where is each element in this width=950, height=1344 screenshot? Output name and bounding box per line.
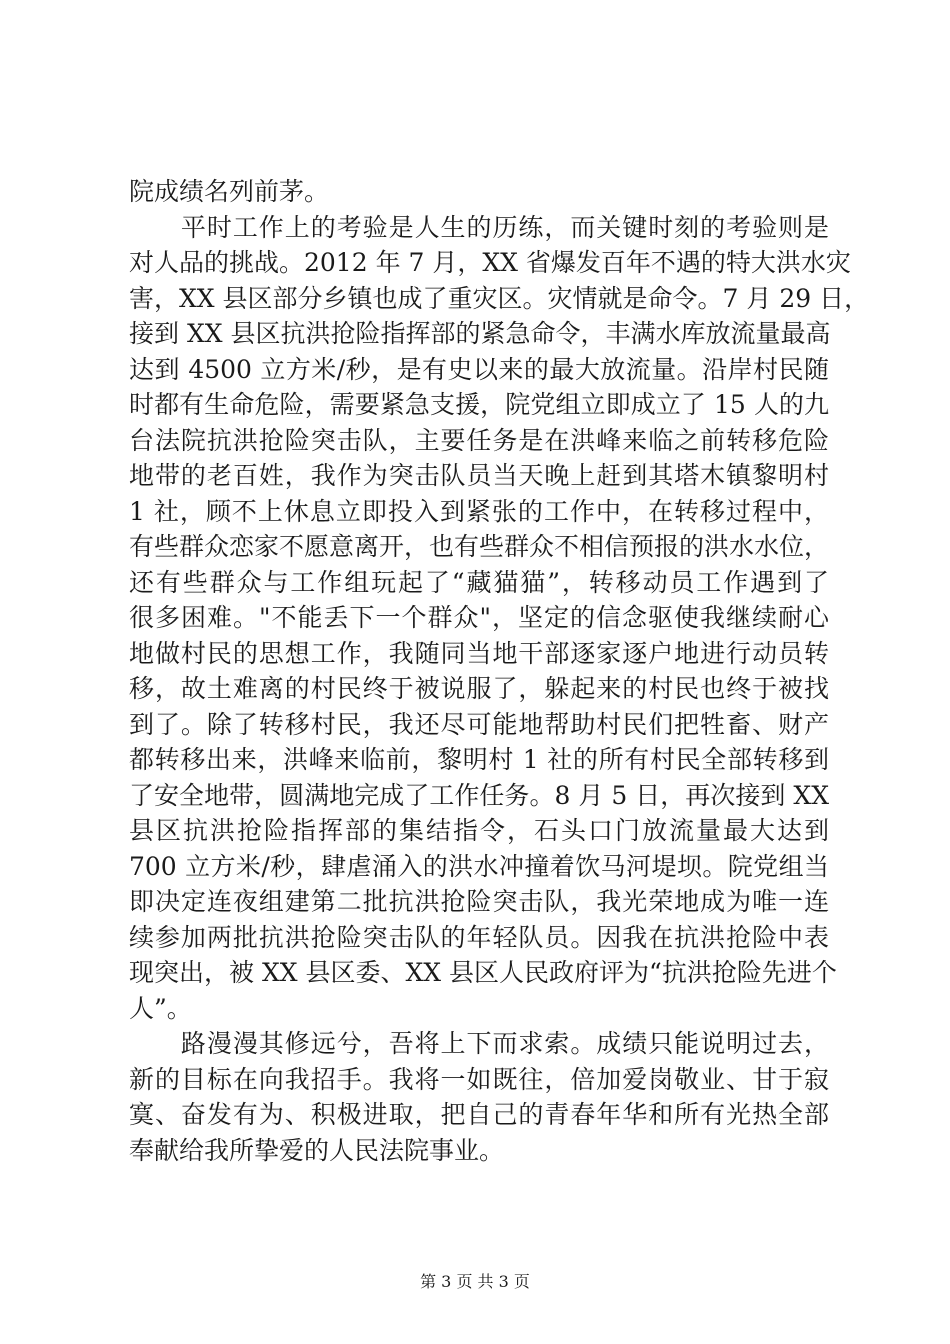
text-line: 都转移出来，洪峰来临前，黎明村 1 社的所有村民全部转移到 <box>129 745 829 774</box>
text-line: 新的目标在向我招手。我将一如既往，倍加爱岗敬业、甘于寂 <box>129 1064 829 1094</box>
text-line: 地做村民的思想工作，我随同当地干部逐家逐户地进行动员转 <box>129 638 829 668</box>
text-line: 到了。除了转移村民，我还尽可能地帮助村民们把牲畜、财产 <box>129 709 829 739</box>
text-line: 接到 XX 县区抗洪抢险指挥部的紧急命令，丰满水库放流量最高 <box>129 319 831 348</box>
text-line: 县区抗洪抢险指挥部的集结指令，石头口门放流量最大达到 <box>129 816 829 845</box>
text-line: 达到 4500 立方米/秒，是有史以来的最大放流量。沿岸村民随 <box>129 354 829 384</box>
text-line: 1 社，顾不上休息立即投入到紧张的工作中，在转移过程中， <box>129 496 829 526</box>
text-line: 现突出，被 XX 县区委、XX 县区人民政府评为“抗洪抢险先进个 <box>129 958 837 987</box>
text-line: 时都有生命危险，需要紧急支援，院党组立即成立了 15 人的九 <box>129 390 829 419</box>
text-line: 台法院抗洪抢险突击队，主要任务是在洪峰来临之前转移危险 <box>129 425 829 455</box>
text-line: 续参加两批抗洪抢险突击队的年轻队员。因我在抗洪抢险中表 <box>129 922 829 952</box>
page-number-label: 第 3 页 共 3 页 <box>420 1272 530 1291</box>
text-line: 人”。 <box>129 993 192 1023</box>
text-line: 害，XX 县区部分乡镇也成了重灾区。灾情就是命令。7 月 29 日， <box>129 283 870 313</box>
body-text <box>129 174 870 1168</box>
text-line: 还有些群众与工作组玩起了“藏猫猫”，转移动员工作遇到了 <box>129 567 829 597</box>
text-line: 700 立方米/秒，肆虐涌入的洪水冲撞着饮马河堤坝。院党组当 <box>129 851 829 881</box>
text-line: 即决定连夜组建第二批抗洪抢险突击队，我光荣地成为唯一连 <box>129 887 829 916</box>
text-line: 平时工作上的考验是人生的历练，而关键时刻的考验则是 <box>129 212 829 242</box>
text-line: 对人品的挑战。2012 年 7 月，XX 省爆发百年不遇的特大洪水灾 <box>129 248 851 277</box>
page-footer <box>0 1272 950 1292</box>
text-line: 寞、奋发有为、积极进取，把自己的青春年华和所有光热全部 <box>129 1100 829 1129</box>
text-line: 路漫漫其修远兮，吾将上下而求索。成绩只能说明过去， <box>129 1029 829 1058</box>
text-line: 移，故土难离的村民终于被说服了，躲起来的村民也终于被找 <box>129 674 829 703</box>
text-line: 了安全地带，圆满地完成了工作任务。8 月 5 日，再次接到 XX <box>129 780 829 810</box>
text-line: 很多困难。"不能丢下一个群众"，坚定的信念驱使我继续耐心 <box>129 603 829 632</box>
text-line: 院成绩名列前茅。 <box>129 177 330 206</box>
text-line: 有些群众恋家不愿意离开，也有些群众不相信预报的洪水水位， <box>129 532 830 561</box>
text-line: 奉献给我所挚爱的人民法院事业。 <box>129 1135 505 1165</box>
text-line: 地带的老百姓，我作为突击队员当天晚上赶到其塔木镇黎明村 <box>129 461 829 490</box>
